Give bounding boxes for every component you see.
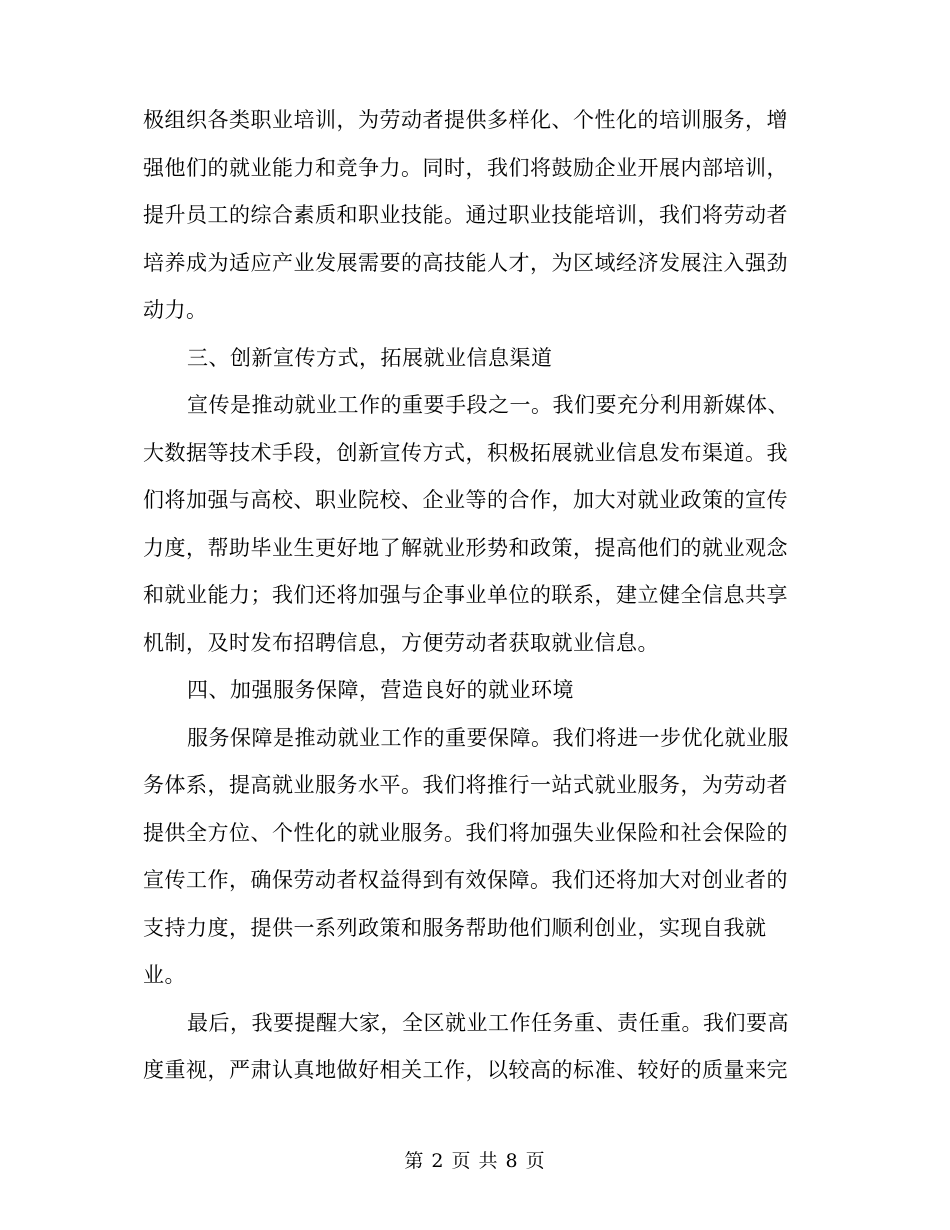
body-line: 支持力度，提供一系列政策和服务帮助他们顺利创业，实现自我就 bbox=[143, 916, 767, 940]
body-line: 业。 bbox=[143, 963, 186, 987]
body-line: 服务保障是推动就业工作的重要保障。我们将进一步优化就业服 bbox=[187, 726, 789, 750]
body-line: 强他们的就业能力和竞争力。同时，我们将鼓励企业开展内部培训， bbox=[143, 156, 788, 180]
body-line: 提供全方位、个性化的就业服务。我们将加强失业保险和社会保险的 bbox=[143, 821, 788, 845]
body-line: 极组织各类职业培训，为劳动者提供多样化、个性化的培训服务，增 bbox=[143, 108, 788, 132]
body-line: 机制，及时发布招聘信息，方便劳动者获取就业信息。 bbox=[143, 631, 659, 655]
body-line: 宣传工作，确保劳动者权益得到有效保障。我们还将加大对创业者的 bbox=[143, 868, 788, 892]
body-line: 培养成为适应产业发展需要的高技能人才，为区域经济发展注入强劲 bbox=[143, 251, 788, 275]
section-heading: 三、创新宣传方式，拓展就业信息渠道 bbox=[187, 346, 553, 370]
body-line: 最后，我要提醒大家，全区就业工作任务重、责任重。我们要高 bbox=[187, 1011, 789, 1035]
body-line: 度重视，严肃认真地做好相关工作，以较高的标准、较好的质量来完 bbox=[143, 1058, 788, 1082]
body-line: 动力。 bbox=[143, 298, 208, 322]
body-line: 宣传是推动就业工作的重要手段之一。我们要充分利用新媒体、 bbox=[187, 393, 789, 417]
body-line: 和就业能力；我们还将加强与企事业单位的联系，建立健全信息共享 bbox=[143, 583, 788, 607]
body-line: 提升员工的综合素质和职业技能。通过职业技能培训，我们将劳动者 bbox=[143, 203, 788, 227]
body-line: 大数据等技术手段，创新宣传方式，积极拓展就业信息发布渠道。我 bbox=[143, 441, 788, 465]
body-line: 务体系，提高就业服务水平。我们将推行一站式就业服务，为劳动者 bbox=[143, 773, 788, 797]
page-number-footer: 第 2 页 共 8 页 bbox=[404, 1150, 546, 1172]
section-heading: 四、加强服务保障，营造良好的就业环境 bbox=[187, 678, 574, 702]
body-line: 力度，帮助毕业生更好地了解就业形势和政策，提高他们的就业观念 bbox=[143, 536, 788, 560]
body-line: 们将加强与高校、职业院校、企业等的合作，加大对就业政策的宣传 bbox=[143, 488, 788, 512]
